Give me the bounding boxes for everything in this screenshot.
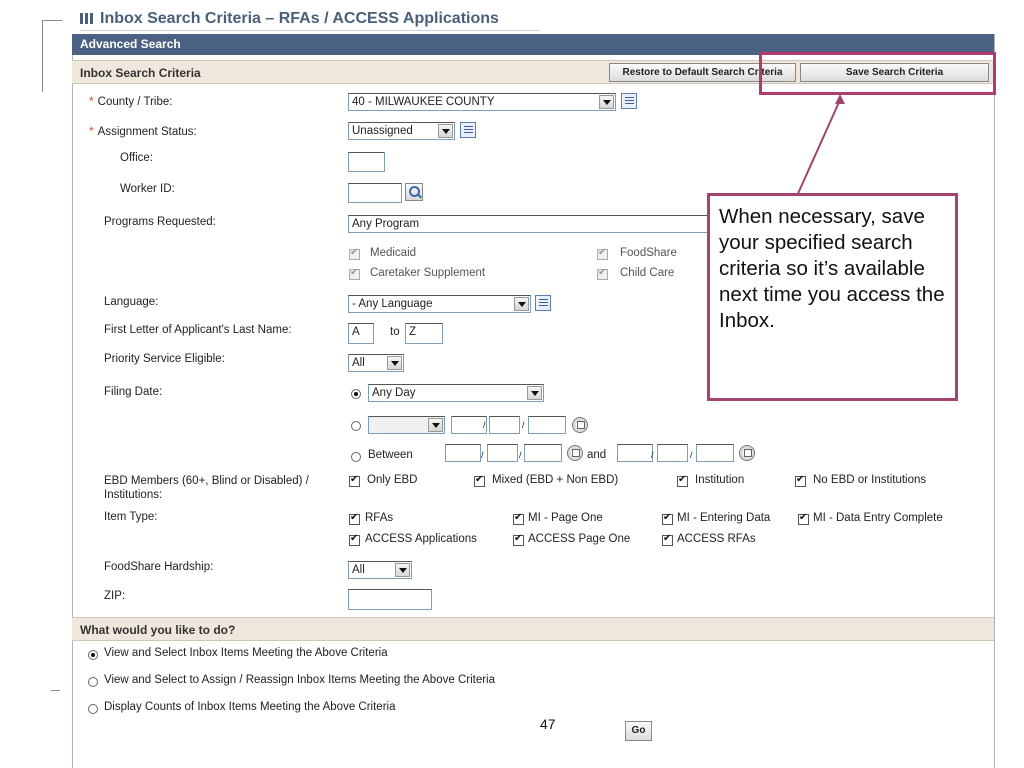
language-value: - Any Language xyxy=(352,298,433,310)
grid-icon xyxy=(80,13,94,24)
access-page-one-checkbox[interactable] xyxy=(513,535,524,546)
date-separator: / xyxy=(519,450,522,460)
language-label: Language: xyxy=(104,296,159,308)
first-letter-to-input[interactable]: Z xyxy=(405,323,443,344)
list-icon[interactable] xyxy=(460,122,476,138)
institution-checkbox[interactable] xyxy=(677,476,688,487)
between-from-month-input[interactable] xyxy=(445,444,481,462)
and-label: and xyxy=(587,449,607,461)
office-input[interactable] xyxy=(348,152,385,172)
access-rfas-label: ACCESS RFAs xyxy=(677,533,756,545)
date-range-select[interactable] xyxy=(368,416,445,434)
action-view-select-radio[interactable] xyxy=(88,650,98,660)
filing-date-label: Filing Date: xyxy=(104,386,163,398)
callout-box xyxy=(707,193,958,401)
rfas-label: RFAs xyxy=(365,512,394,524)
go-button[interactable]: Go xyxy=(625,721,652,741)
filing-date-value: Any Day xyxy=(372,387,416,399)
priority-label: Priority Service Eligible: xyxy=(104,353,225,365)
actions-header xyxy=(72,617,994,641)
date-separator: / xyxy=(690,450,693,460)
access-page-one-label: ACCESS Page One xyxy=(528,533,631,545)
between-label: Between xyxy=(368,449,413,461)
medicaid-label: Medicaid xyxy=(370,247,417,259)
mi-page-one-label: MI - Page One xyxy=(528,512,603,524)
chevron-down-icon[interactable] xyxy=(514,297,529,311)
filing-date-between-radio[interactable] xyxy=(351,452,361,462)
caretaker-label: Caretaker Supplement xyxy=(370,267,486,279)
foodshare-checkbox xyxy=(597,249,608,260)
only-ebd-label: Only EBD xyxy=(367,474,418,486)
medicaid-checkbox xyxy=(349,249,360,260)
access-applications-label: ACCESS Applications xyxy=(365,533,477,545)
save-search-criteria-button[interactable]: Save Search Criteria xyxy=(800,63,989,82)
between-to-day-input[interactable] xyxy=(657,444,688,462)
programs-label: Programs Requested: xyxy=(104,216,216,228)
callout-text: When necessary, save your specified search criteria so it’s available next time you access the Inbox. xyxy=(719,205,945,332)
childcare-label: Child Care xyxy=(620,267,675,279)
foodshare-label: FoodShare xyxy=(620,247,677,259)
slide-frame-horizontal-line xyxy=(42,20,62,21)
date-separator: / xyxy=(651,450,654,460)
filing-date-anyday-radio[interactable] xyxy=(351,389,361,399)
assignment-value: Unassigned xyxy=(352,125,413,137)
chevron-down-icon[interactable] xyxy=(395,563,410,577)
mixed-ebd-label: Mixed (EBD + Non EBD) xyxy=(492,474,619,486)
action-counts-label: Display Counts of Inbox Items Meeting the Above Criteria xyxy=(104,701,396,713)
action-view-select-label: View and Select Inbox Items Meeting the Above Criteria xyxy=(104,647,388,659)
county-select[interactable] xyxy=(348,93,616,111)
priority-select[interactable] xyxy=(348,354,404,372)
mi-entering-data-label: MI - Entering Data xyxy=(677,512,771,524)
required-asterisk: * xyxy=(89,94,94,108)
access-rfas-checkbox[interactable] xyxy=(662,535,673,546)
institution-label: Institution xyxy=(695,474,745,486)
slide-number: 47 xyxy=(540,716,556,732)
list-icon[interactable] xyxy=(621,93,637,109)
between-from-year-input[interactable] xyxy=(524,444,562,462)
first-letter-from-input[interactable]: A xyxy=(348,323,374,344)
county-value: 40 - MILWAUKEE COUNTY xyxy=(352,96,495,108)
list-icon[interactable] xyxy=(535,295,551,311)
assignment-label xyxy=(89,124,197,138)
date-day-input[interactable] xyxy=(489,416,520,434)
hardship-select[interactable] xyxy=(348,561,412,579)
required-asterisk: * xyxy=(89,124,94,138)
county-label xyxy=(89,94,172,108)
chevron-down-icon[interactable] xyxy=(428,418,443,432)
title-underline xyxy=(80,30,540,31)
worker-id-input[interactable] xyxy=(348,183,402,203)
calendar-icon[interactable] xyxy=(567,445,583,461)
language-select[interactable] xyxy=(348,295,531,313)
chevron-down-icon[interactable] xyxy=(527,386,542,400)
mixed-ebd-checkbox[interactable] xyxy=(474,476,485,487)
mi-page-one-checkbox[interactable] xyxy=(513,514,524,525)
save-button-highlight xyxy=(759,52,996,95)
no-ebd-label: No EBD or Institutions xyxy=(813,474,927,486)
only-ebd-checkbox[interactable] xyxy=(349,476,360,487)
slide-frame-vertical-line xyxy=(42,20,43,92)
action-counts-radio[interactable] xyxy=(88,704,98,714)
childcare-checkbox xyxy=(597,269,608,280)
between-to-month-input[interactable] xyxy=(617,444,653,462)
restore-default-button[interactable]: Restore to Default Search Criteria xyxy=(609,63,796,82)
assignment-select[interactable] xyxy=(348,122,455,140)
assignment-label-text: Assignment Status: xyxy=(97,126,197,138)
action-assign-radio[interactable] xyxy=(88,677,98,687)
between-from-day-input[interactable] xyxy=(487,444,518,462)
action-assign-label: View and Select to Assign / Reassign Inbox Items Meeting the Above Criteria xyxy=(104,674,495,686)
first-letter-label: First Letter of Applicant's Last Name: xyxy=(104,324,292,336)
section-title: Inbox Search Criteria xyxy=(80,66,201,80)
between-to-year-input[interactable] xyxy=(696,444,734,462)
caretaker-checkbox xyxy=(349,269,360,280)
to-label: to xyxy=(390,326,400,338)
programs-select[interactable]: Any Program xyxy=(348,215,708,233)
advanced-search-label: Advanced Search xyxy=(80,37,181,51)
hardship-value: All xyxy=(352,564,365,576)
calendar-icon[interactable] xyxy=(572,417,588,433)
priority-value: All xyxy=(352,357,365,369)
rfas-checkbox[interactable] xyxy=(349,514,360,525)
date-year-input[interactable] xyxy=(528,416,566,434)
mi-data-entry-complete-checkbox[interactable] xyxy=(798,514,809,525)
slide-tick-mark xyxy=(51,690,60,691)
office-label: Office: xyxy=(120,152,154,164)
item-type-label: Item Type: xyxy=(104,511,158,523)
zip-label: ZIP: xyxy=(104,590,126,602)
mi-entering-data-checkbox[interactable] xyxy=(662,514,673,525)
date-month-input[interactable] xyxy=(451,416,487,434)
page-title-text: Inbox Search Criteria – RFAs / ACCESS Applications xyxy=(100,10,499,27)
date-separator: / xyxy=(483,420,486,430)
access-applications-checkbox[interactable] xyxy=(349,535,360,546)
hardship-label: FoodShare Hardship: xyxy=(104,561,214,573)
search-icon[interactable] xyxy=(405,183,423,201)
date-separator: / xyxy=(481,450,484,460)
page-title xyxy=(80,10,499,28)
calendar-icon[interactable] xyxy=(739,445,755,461)
chevron-down-icon[interactable] xyxy=(438,124,453,138)
date-separator: / xyxy=(522,420,525,430)
actions-title: What would you like to do? xyxy=(80,623,236,637)
mi-data-entry-complete-label: MI - Data Entry Complete xyxy=(813,512,943,524)
no-ebd-checkbox[interactable] xyxy=(795,476,806,487)
county-label-text: County / Tribe: xyxy=(97,96,173,108)
filing-date-select[interactable] xyxy=(368,384,544,402)
worker-id-label: Worker ID: xyxy=(120,183,175,195)
ebd-label: EBD Members (60+, Blind or Disabled) / Institutions: xyxy=(104,475,309,501)
filing-date-specific-radio[interactable] xyxy=(351,421,361,431)
arrow-head-icon xyxy=(835,94,845,104)
chevron-down-icon[interactable] xyxy=(599,95,614,109)
zip-input[interactable] xyxy=(348,589,432,610)
chevron-down-icon[interactable] xyxy=(387,356,402,370)
callout-arrow xyxy=(780,90,860,202)
